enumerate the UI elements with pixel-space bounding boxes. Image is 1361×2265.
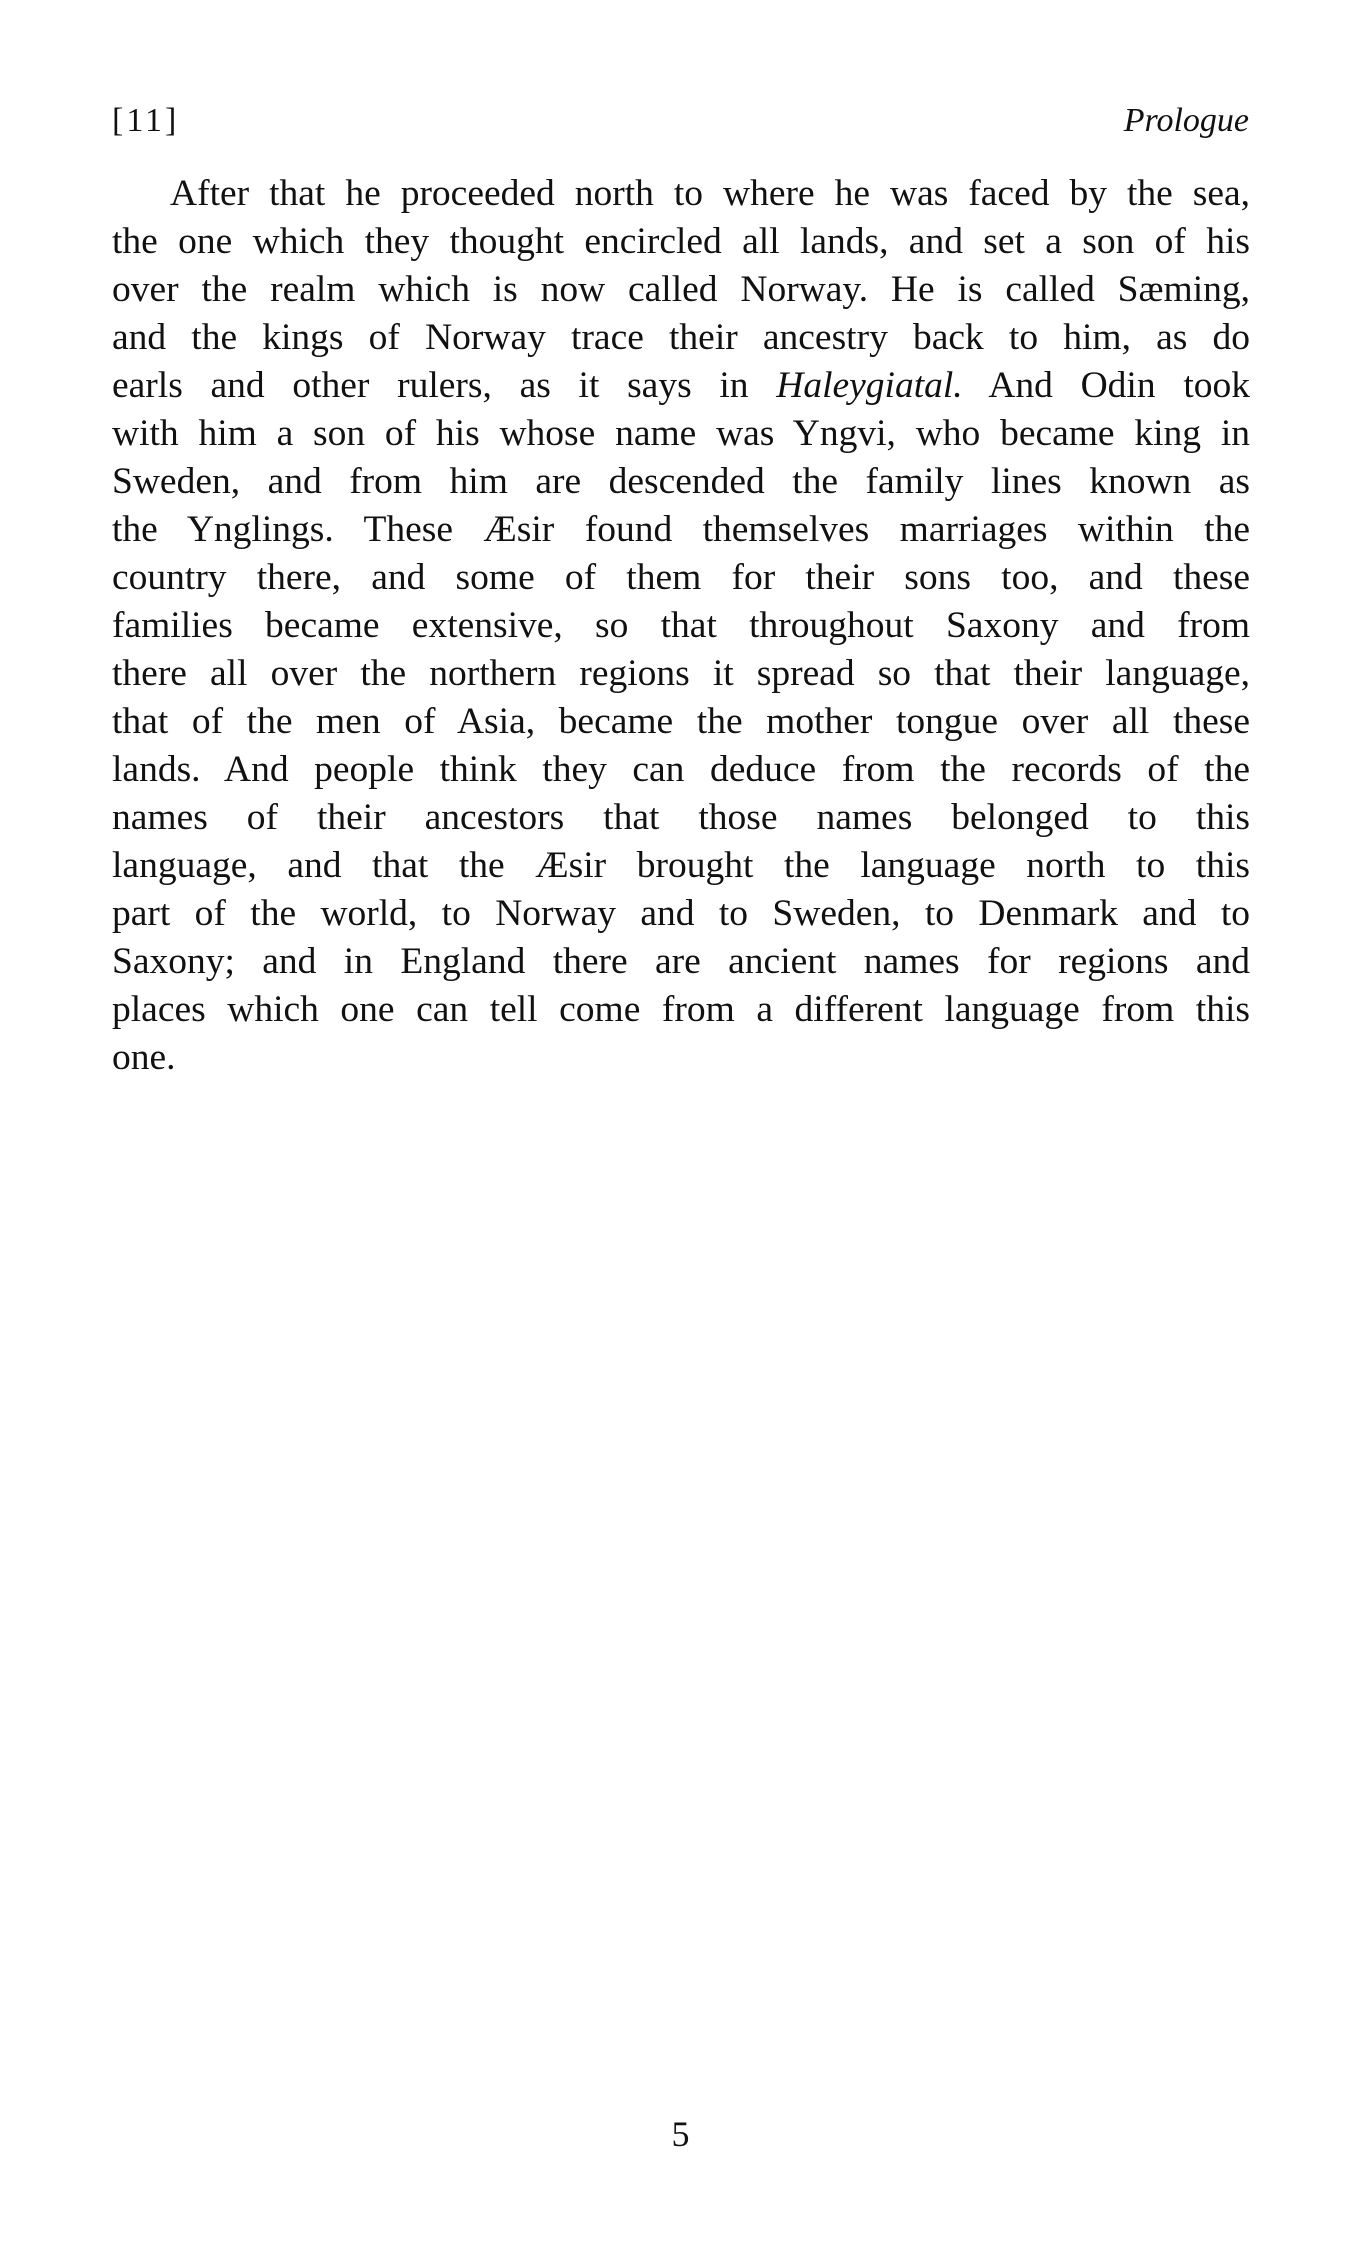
text-run: earls and other rulers, as it says in [112,365,777,406]
text-line: names of their ancestors that those names belonged to this [112,797,1250,838]
text-line: language, and that the Æsir brought the language north to this [112,845,1250,886]
text-line: country there, and some of them for their sons too, and these [112,557,1250,598]
text-line: with him a son of his whose name was Yngvi, who became king in [112,413,1250,454]
text-line: places which one can tell come from a different language from this [112,989,1250,1030]
poem-title: Haleygiatal. [776,365,963,406]
running-head [112,96,1249,146]
text-line: there all over the northern regions it spread so that their language, [112,653,1250,694]
text-line: After that he proceeded north to where he was faced by the sea, [170,173,1250,214]
text-line: the one which they thought encircled all lands, and set a son of his [112,221,1250,262]
text-line: the Ynglings. These Æsir found themselves marriages within the [112,509,1250,550]
text-line: one. [112,1037,176,1078]
text-line: and the kings of Norway trace their ancestry back to him, as do [112,317,1250,358]
section-number: [11] [112,102,180,139]
text-run: And Odin took [962,365,1250,406]
chapter-title: Prologue [1123,102,1249,139]
text-line: that of the men of Asia, became the mother tongue over all these [112,701,1250,742]
text-line: part of the world, to Norway and to Sweden, to Denmark and to [112,893,1250,934]
text-line: Saxony; and in England there are ancient names for regions and [112,941,1250,982]
text-line [112,362,1250,410]
text-line: families became extensive, so that throughout Saxony and from [112,605,1250,646]
text-line: lands. And people think they can deduce from the records of the [112,749,1250,790]
body-paragraph [112,170,1250,1082]
text-line: Sweden, and from him are descended the family lines known as [112,461,1250,502]
text-line: over the realm which is now called Norway. He is called Sæming, [112,269,1250,310]
page-number: 5 [671,2114,690,2154]
